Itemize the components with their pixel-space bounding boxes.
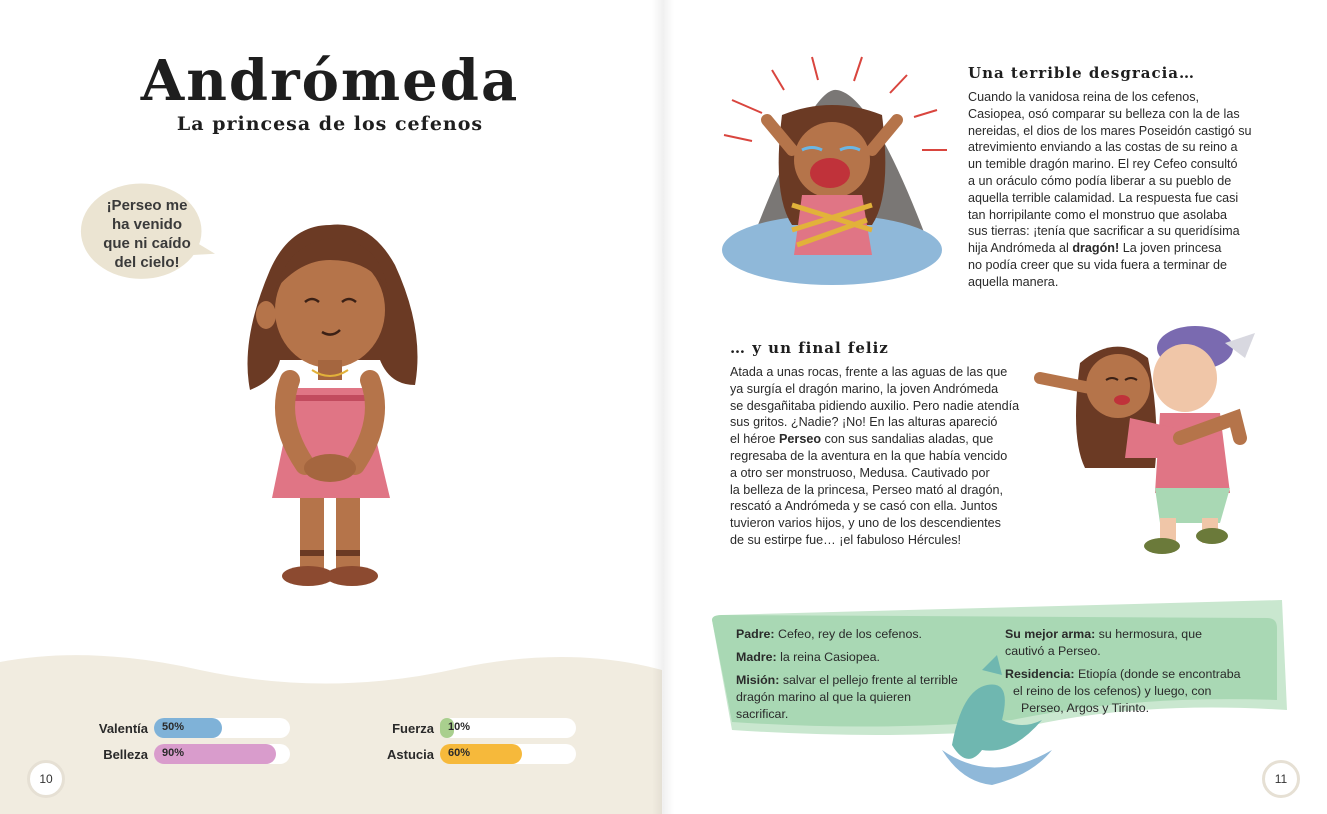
left-page [0,0,662,814]
stat-bar-astucia [440,744,576,764]
andromeda-on-rock-illustration [722,55,952,295]
section2-heading: … y un final feliz [730,339,889,357]
stat-label-fuerza: Fuerza [392,721,434,736]
section2-text: Atada a unas rocas, frente a las aguas de las que ya surgía el dragón marino, la joven Andrómeda se desgañitaba pidiendo auxilio. Pero nadie atendía sus gritos. ¿Nadie? ¡No! En las alturas apareció el héroe Perseo con sus sandalias aladas, que regresaba de la aventura en la que había vencido a otro ser monstruoso, Medusa. Cautivado por la belleza de la princesa, Perseo mató al dragón, rescató a Andrómeda y se casó con ella. Juntos tuvieron varios hijos, y uno de los descendientes de su estirpe fue… ¡el fabuloso Hércules! [730,365,1020,547]
stat-value-fuerza: 10% [448,721,471,733]
info-residencia: Residencia: Etiopía (donde se encontraba el reino de los cefenos) y luego, con Perseo, Argos y Tirinto. [1005,667,1241,715]
speech-bubble-text: ¡Perseo me ha venido que ni caído del cielo! [103,197,191,271]
info-left-column [736,626,996,723]
stat-bar-valentia [154,718,290,738]
stat-value-belleza: 90% [162,747,185,759]
info-mision: Misión: salvar el pellejo frente al terrible dragón marino al que la quieren sacrificar. [736,673,958,721]
stat-label-astucia: Astucia [387,747,434,762]
info-padre: Padre: Cefeo, rey de los cefenos. [736,627,922,641]
page-title: Andrómeda [140,48,520,114]
section1-text: Cuando la vanidosa reina de los cefenos, Casiopea, osó comparar su belleza con la de las nereidas, el dios de los mares Poseidón castigó su atrevimiento enviando a las costas de su reino a un temible dragón marino. El rey Cefeo consultó a un oráculo cómo podía liberar a su pueblo de aquella terrible calamidad. La respuesta fue casi tan horripilante como el monstruo que asolaba sus tierras: ¡tenía que sacrificar a su queridísima hija Andrómeda al dragón! La joven princesa no podía creer que su vida fuera a terminar de aquella manera. [968,90,1252,289]
stat-label-belleza: Belleza [103,747,148,762]
stat-value-valentia: 50% [162,721,185,733]
stat-bar-belleza [154,744,290,764]
info-right-column [1005,626,1275,717]
stat-bar-fuerza [440,718,576,738]
info-arma: Su mejor arma: su hermosura, que cautivó a Perseo. [1005,627,1202,658]
stat-value-astucia: 60% [448,747,471,759]
info-madre: Madre: la reina Casiopea. [736,650,880,664]
perseo-andromeda-illustration [1030,318,1260,563]
right-page [662,0,1327,814]
page-subtitle: La princesa de los cefenos [176,113,484,135]
page-number-right: 11 [1262,760,1300,798]
stat-label-valentia: Valentía [98,721,148,736]
section1-heading: Una terrible desgracia… [968,64,1195,82]
book-gutter [652,0,674,814]
page-number-left: 10 [27,760,65,798]
andromeda-illustration [230,220,430,600]
